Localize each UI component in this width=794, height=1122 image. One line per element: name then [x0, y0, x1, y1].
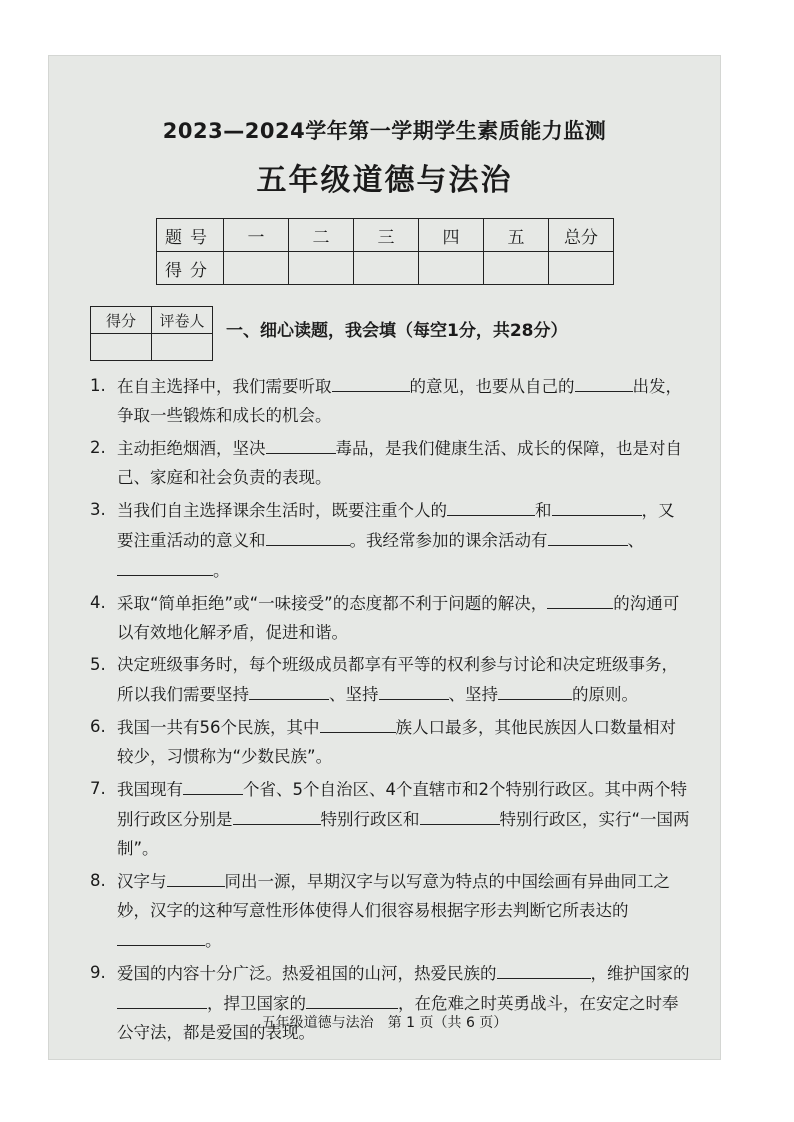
answer-blank[interactable]: [249, 679, 329, 700]
question-item: [90, 650, 690, 709]
question-text: 特别行政区和: [320, 810, 420, 829]
question-text: 、: [627, 531, 644, 550]
score-cell: [549, 252, 614, 285]
score-table-header-cell: 一: [224, 219, 289, 252]
question-text: 、坚持: [329, 685, 379, 704]
answer-blank[interactable]: [306, 988, 398, 1009]
question-number: 8.: [90, 871, 106, 890]
subject-title: 五年级道德与法治: [256, 163, 513, 198]
question-item: [90, 588, 690, 647]
exam-page: [48, 55, 721, 1060]
question-item: [90, 774, 690, 863]
question-text: 族人口最多，其他民族因人口数量相对较少，习惯称为“少数民族”。: [117, 718, 676, 766]
score-table-header-cell: 五: [484, 219, 549, 252]
question-item: [90, 433, 690, 492]
grader-score-cell: [91, 334, 152, 361]
answer-blank[interactable]: [498, 679, 572, 700]
question-text: ，又要注重活动的意义和: [117, 501, 675, 550]
question-text: 的意见，也要从自己的: [409, 377, 575, 396]
answer-blank[interactable]: [117, 988, 207, 1009]
exam-title: 2023—2024学年第一学期学生素质能力监测: [162, 119, 607, 143]
grader-name-label: 评卷人: [152, 307, 213, 334]
answer-blank[interactable]: [547, 588, 613, 609]
question-number: 6.: [90, 717, 106, 736]
grader-table: [90, 306, 213, 361]
question-number: 3.: [90, 500, 106, 519]
question-text: 的沟通可以有效地化解矛盾，促进和谐。: [117, 594, 680, 642]
score-cell: [419, 252, 484, 285]
answer-blank[interactable]: [233, 804, 321, 825]
answer-blank[interactable]: [548, 525, 628, 546]
score-cell: [289, 252, 354, 285]
question-text: 决定班级事务时，每个班级成员都享有平等的权利参与讨论和决定班级事务，所以我们需要坚持: [117, 655, 678, 704]
question-number: 1.: [90, 376, 106, 395]
answer-blank[interactable]: [332, 371, 410, 392]
answer-blank[interactable]: [552, 495, 642, 516]
question-number: 9.: [90, 963, 106, 982]
page-footer: 五年级道德与法治 第 1 页（共 6 页）: [261, 1015, 508, 1031]
question-list: [90, 371, 690, 1050]
answer-blank[interactable]: [266, 433, 336, 454]
question-text: ，在危难之时英勇战斗，在安定之时奉公守法，都是爱国的表现。: [117, 994, 679, 1042]
question-text: 特别行政区，实行“一国两制”。: [117, 810, 690, 858]
answer-blank[interactable]: [117, 925, 205, 946]
score-table-header-cell: 二: [289, 219, 354, 252]
answer-blank[interactable]: [497, 958, 591, 979]
score-table-header-cell: 题号: [157, 219, 224, 252]
question-item: [90, 371, 690, 430]
answer-blank[interactable]: [379, 679, 449, 700]
question-text: 。我经常参加的课余活动有: [349, 531, 548, 550]
question-text: 和: [535, 501, 552, 520]
question-number: 5.: [90, 655, 106, 674]
question-text: 我国一共有56个民族，其中: [117, 718, 320, 737]
question-item: [90, 958, 690, 1047]
question-item: [90, 495, 690, 585]
question-text: 出发，争取一些锻炼和成长的机会。: [117, 377, 682, 425]
question-text: 采取“简单拒绝”或“一味接受”的态度都不利于问题的解决，: [117, 594, 548, 613]
score-table-header-cell: 四: [419, 219, 484, 252]
score-table-row-label: 得分: [157, 252, 224, 285]
answer-blank[interactable]: [575, 371, 633, 392]
question-text: 。: [213, 561, 230, 580]
question-number: 7.: [90, 779, 106, 798]
question-text: 毒品，是我们健康生活、成长的保障，也是对自己、家庭和社会负责的表现。: [117, 439, 682, 487]
question-text: 汉字与: [117, 872, 167, 891]
question-text: 同出一源，早期汉字与以写意为特点的中国绘画有异曲同工之妙，汉字的这种写意性形体使得人们很容易根据字形去判断它所表达的: [117, 872, 670, 920]
question-text: 在自主选择中，我们需要听取: [117, 377, 332, 396]
score-cell: [484, 252, 549, 285]
question-text: 个省、5个自治区、4个直辖市和2个特别行政区。其中两个特别行政区分别是: [117, 780, 687, 829]
answer-blank[interactable]: [447, 495, 535, 516]
question-text: ，维护国家的: [590, 964, 690, 983]
question-number: 2.: [90, 438, 106, 457]
grader-name-cell: [152, 334, 213, 361]
answer-blank[interactable]: [320, 712, 396, 733]
question-text: 的原则。: [572, 685, 638, 704]
question-text: 当我们自主选择课余生活时，既要注重个人的: [117, 501, 447, 520]
question-text: 主动拒绝烟酒，坚决: [117, 439, 266, 458]
section-title: 一、细心读题，我会填（每空1分，共28分）: [226, 321, 568, 341]
answer-blank[interactable]: [167, 866, 225, 887]
answer-blank[interactable]: [266, 525, 350, 546]
question-item: [90, 712, 690, 771]
question-number: 4.: [90, 593, 106, 612]
score-cell: [224, 252, 289, 285]
question-item: [90, 866, 690, 955]
answer-blank[interactable]: [183, 774, 243, 795]
answer-blank[interactable]: [117, 555, 213, 576]
question-text: ，捍卫国家的: [207, 994, 306, 1013]
question-text: 。: [205, 931, 222, 950]
score-table: [156, 218, 614, 285]
grader-score-label: 得分: [91, 307, 152, 334]
score-table-header-cell: 总分: [549, 219, 614, 252]
question-text: 我国现有: [117, 780, 183, 799]
score-table-header-cell: 三: [354, 219, 419, 252]
question-text: 爱国的内容十分广泛。热爱祖国的山河，热爱民族的: [117, 964, 497, 983]
score-cell: [354, 252, 419, 285]
answer-blank[interactable]: [420, 804, 500, 825]
question-text: 、坚持: [448, 685, 498, 704]
